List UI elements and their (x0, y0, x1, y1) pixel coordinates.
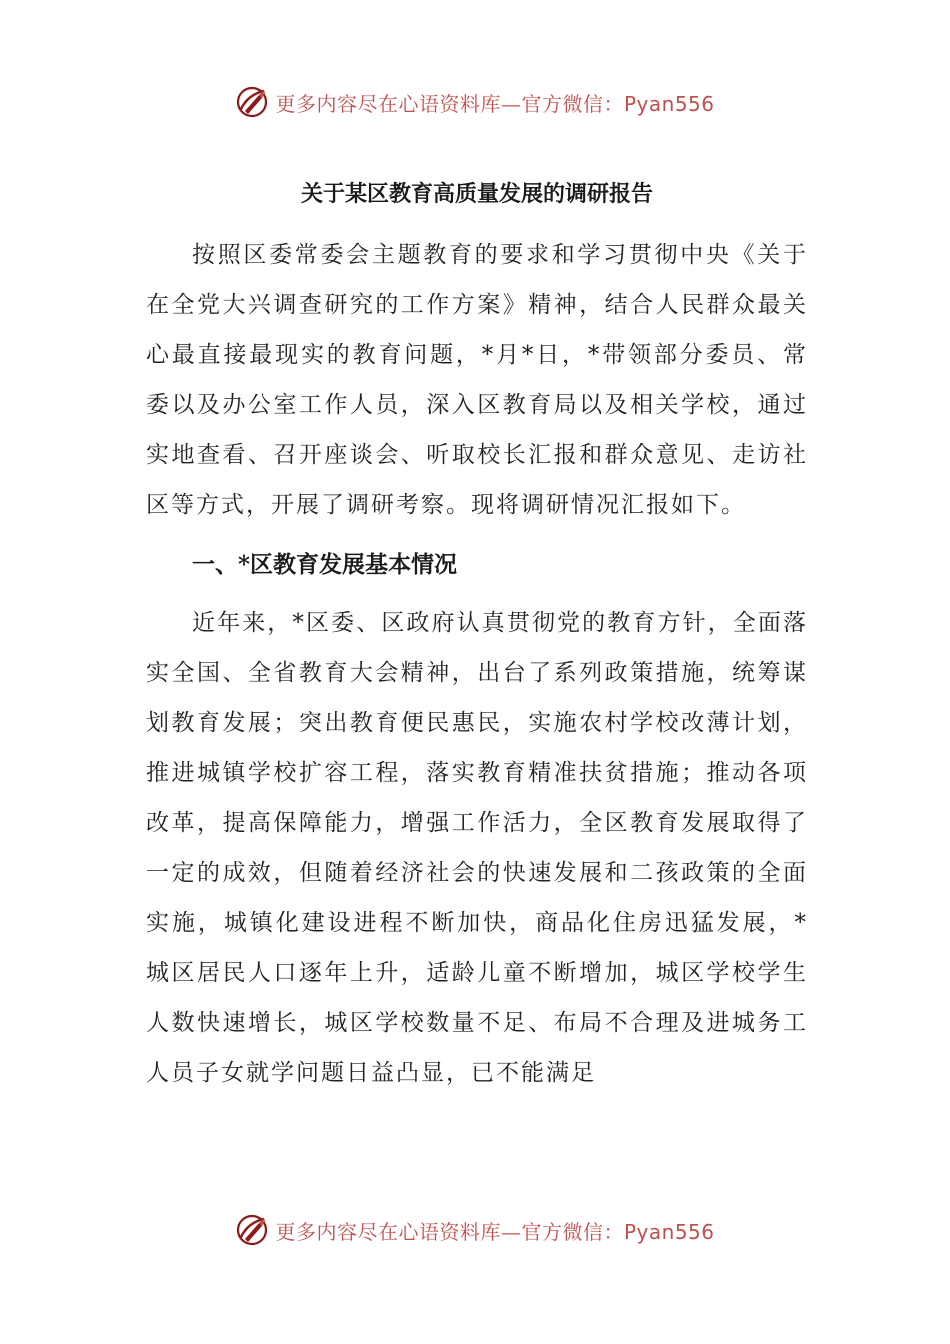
pen-logo-icon (235, 1213, 269, 1247)
pen-logo-icon (235, 85, 269, 119)
section-heading-1: 一、*区教育发展基本情况 (192, 551, 458, 578)
section-1-paragraph: 近年来，*区委、区政府认真贯彻党的教育方针，全面落实全国、全省教育大会精神，出台了系列政策措施，统筹谋划教育发展；突出教育便民惠民，实施农村学校改薄计划，推进城镇学校扩容工程，落实教育精准扶贫措施；推动各项改革，提高保障能力，增强工作活力，全区教育发展取得了一定的成效，但随着经济社会的快速发展和二孩政策的全面实施，城镇化建设进程不断加快，商品化住房迅猛发展，*城区居民人口逐年上升，适龄儿童不断增加，城区学校学生人数快速增长，城区学校数量不足、布局不合理及进城务工人员子女就学问题日益凸显，已不能满足 (146, 610, 808, 1086)
document-title: 关于某区教育高质量发展的调研报告 (300, 181, 653, 207)
watermark-text: 更多内容尽在心语资料库—官方微信：Pyan556 (275, 91, 715, 116)
wechat-id: Pyan556 (623, 91, 715, 116)
intro-paragraph: 按照区委常委会主题教育的要求和学习贯彻中央《关于在全党大兴调查研究的工作方案》精神，结合人民群众最关心最直接最现实的教育问题，*月*日，*带领部分委员、常委以及办公室工作人员，深入区教育局以及相关学校，通过实地查看、召开座谈会、听取校长汇报和群众意见、走访社区等方式，开展了调研考察。现将调研情况汇报如下。 (146, 242, 808, 518)
document-body (146, 170, 808, 1098)
footer-watermark-banner (0, 1208, 950, 1252)
watermark-text: 更多内容尽在心语资料库—官方微信：Pyan556 (275, 1219, 715, 1244)
wechat-id: Pyan556 (623, 1219, 715, 1244)
header-watermark-banner (0, 80, 950, 124)
